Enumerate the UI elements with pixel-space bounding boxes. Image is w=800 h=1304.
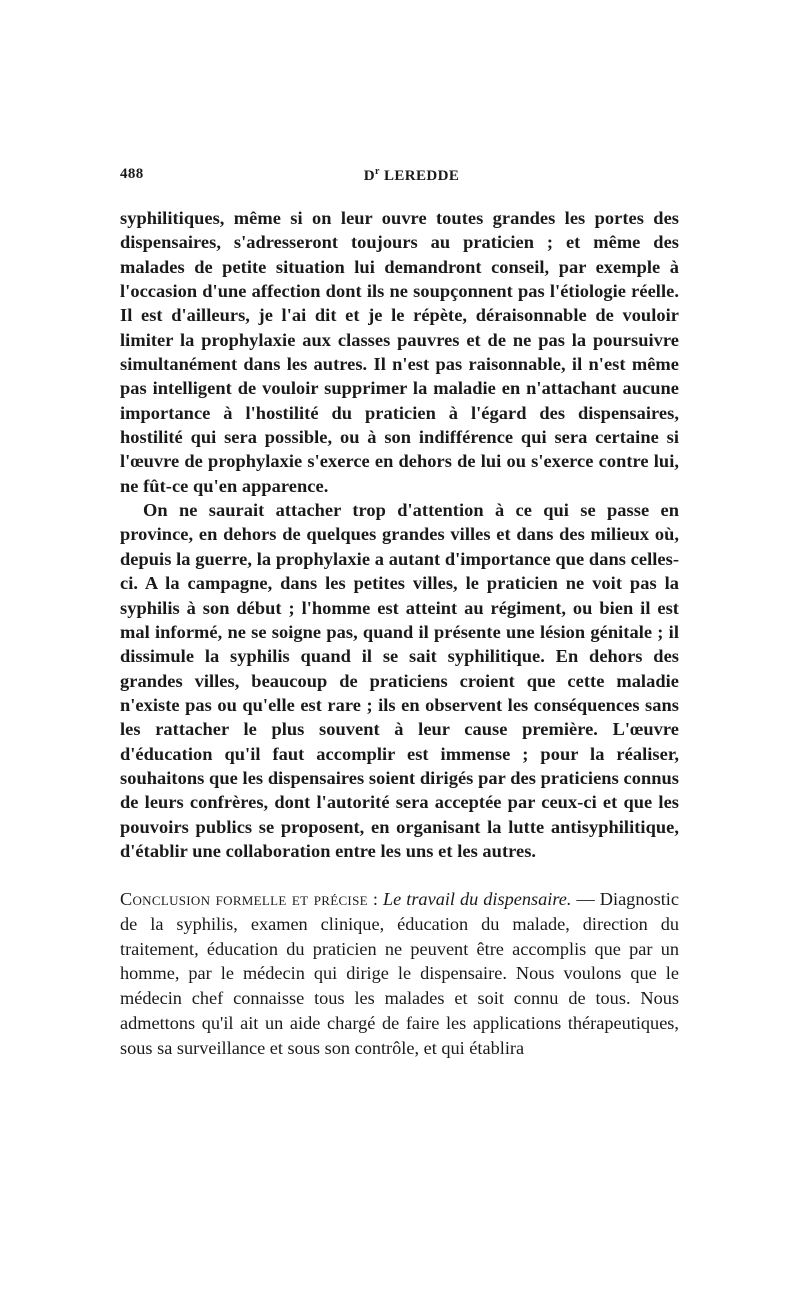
conclusion-separator: : <box>367 889 383 910</box>
author-heading <box>120 166 679 185</box>
conclusion-title: Le travail du dispensaire. <box>382 889 572 910</box>
running-header <box>120 166 679 190</box>
author-prefix: D <box>363 168 375 184</box>
author-name: LEREDDE <box>383 168 460 184</box>
page-number: 488 <box>120 166 144 182</box>
paragraph-continuation: syphilitiques, même si on leur ouvre toutes grandes les portes des dispensaires, s'adresseront toujours au praticien ; et même des malades de petite situation lui demandront conseil, par exemple à l'occasion d'une affection dont ils ne soupçonnent pas l'étiologie réelle. Il est d'ailleurs, je l'ai dit et je le répète, déraisonnable de vouloir limiter la prophylaxie aux classes pauvres et de ne pas la poursuivre simultanément dans les autres. Il n'est pas raisonnable, il n'est même pas intelligent de vouloir supprimer la maladie en n'attachant aucune importance à l'hostilité du praticien à l'égard des dispensaires, hostilité qui sera possible, ou à son indifférence qui sera certaine si l'œuvre de prophylaxie s'exerce en dehors de lui ou s'exerce contre lui, ne fût-ce qu'en apparence. <box>120 208 679 496</box>
paragraph-province: On ne saurait attacher trop d'attention à ce qui se passe en province, en dehors de quelques grandes villes et dans des milieux où, depuis la guerre, la prophylaxie a autant d'importance que dans celles-ci. A la campagne, dans les petites villes, le praticien ne voit pas la syphilis à son début ; l'homme est atteint au régiment, ou bien il est mal informé, ne se soigne pas, quand il présente une lésion génitale ; il dissimule la syphilis quand il se sait syphilitique. En dehors des grandes villes, beaucoup de praticiens croient que cette maladie n'existe pas ou qu'elle est rare ; ils en observent les conséquences sans les rattacher le plus souvent à leur cause première. L'œuvre d'éducation qu'il faut accomplir est immense ; pour la réaliser, souhaitons que les dispensaires soient dirigés par des praticiens connus de leurs confrères, dont l'autorité sera acceptée par ceux-ci et que les pouvoirs publics se proposent, en organisant la lutte antisyphilitique, d'établir une collaboration entre les uns et les autres. <box>120 500 679 861</box>
conclusion-section <box>120 887 679 1060</box>
conclusion-lead: Conclusion formelle et précise <box>120 889 368 910</box>
author-prefix-superscript: r <box>374 166 380 177</box>
book-page <box>120 166 679 1060</box>
body-text <box>120 206 679 863</box>
conclusion-text: — Diagnostic de la syphilis, examen clinique, éducation du malade, direction du traitement, éducation du praticien ne peuvent être accomplis que par un homme, par le médecin qui dirige le dispensaire. Nous voulons que le médecin chef connaisse tous les malades et soit connu de tous. Nous admettons qu'il ait un aide chargé de faire les applications thérapeutiques, sous sa surveillance et sous son contrôle, et qui établira <box>120 889 679 1058</box>
